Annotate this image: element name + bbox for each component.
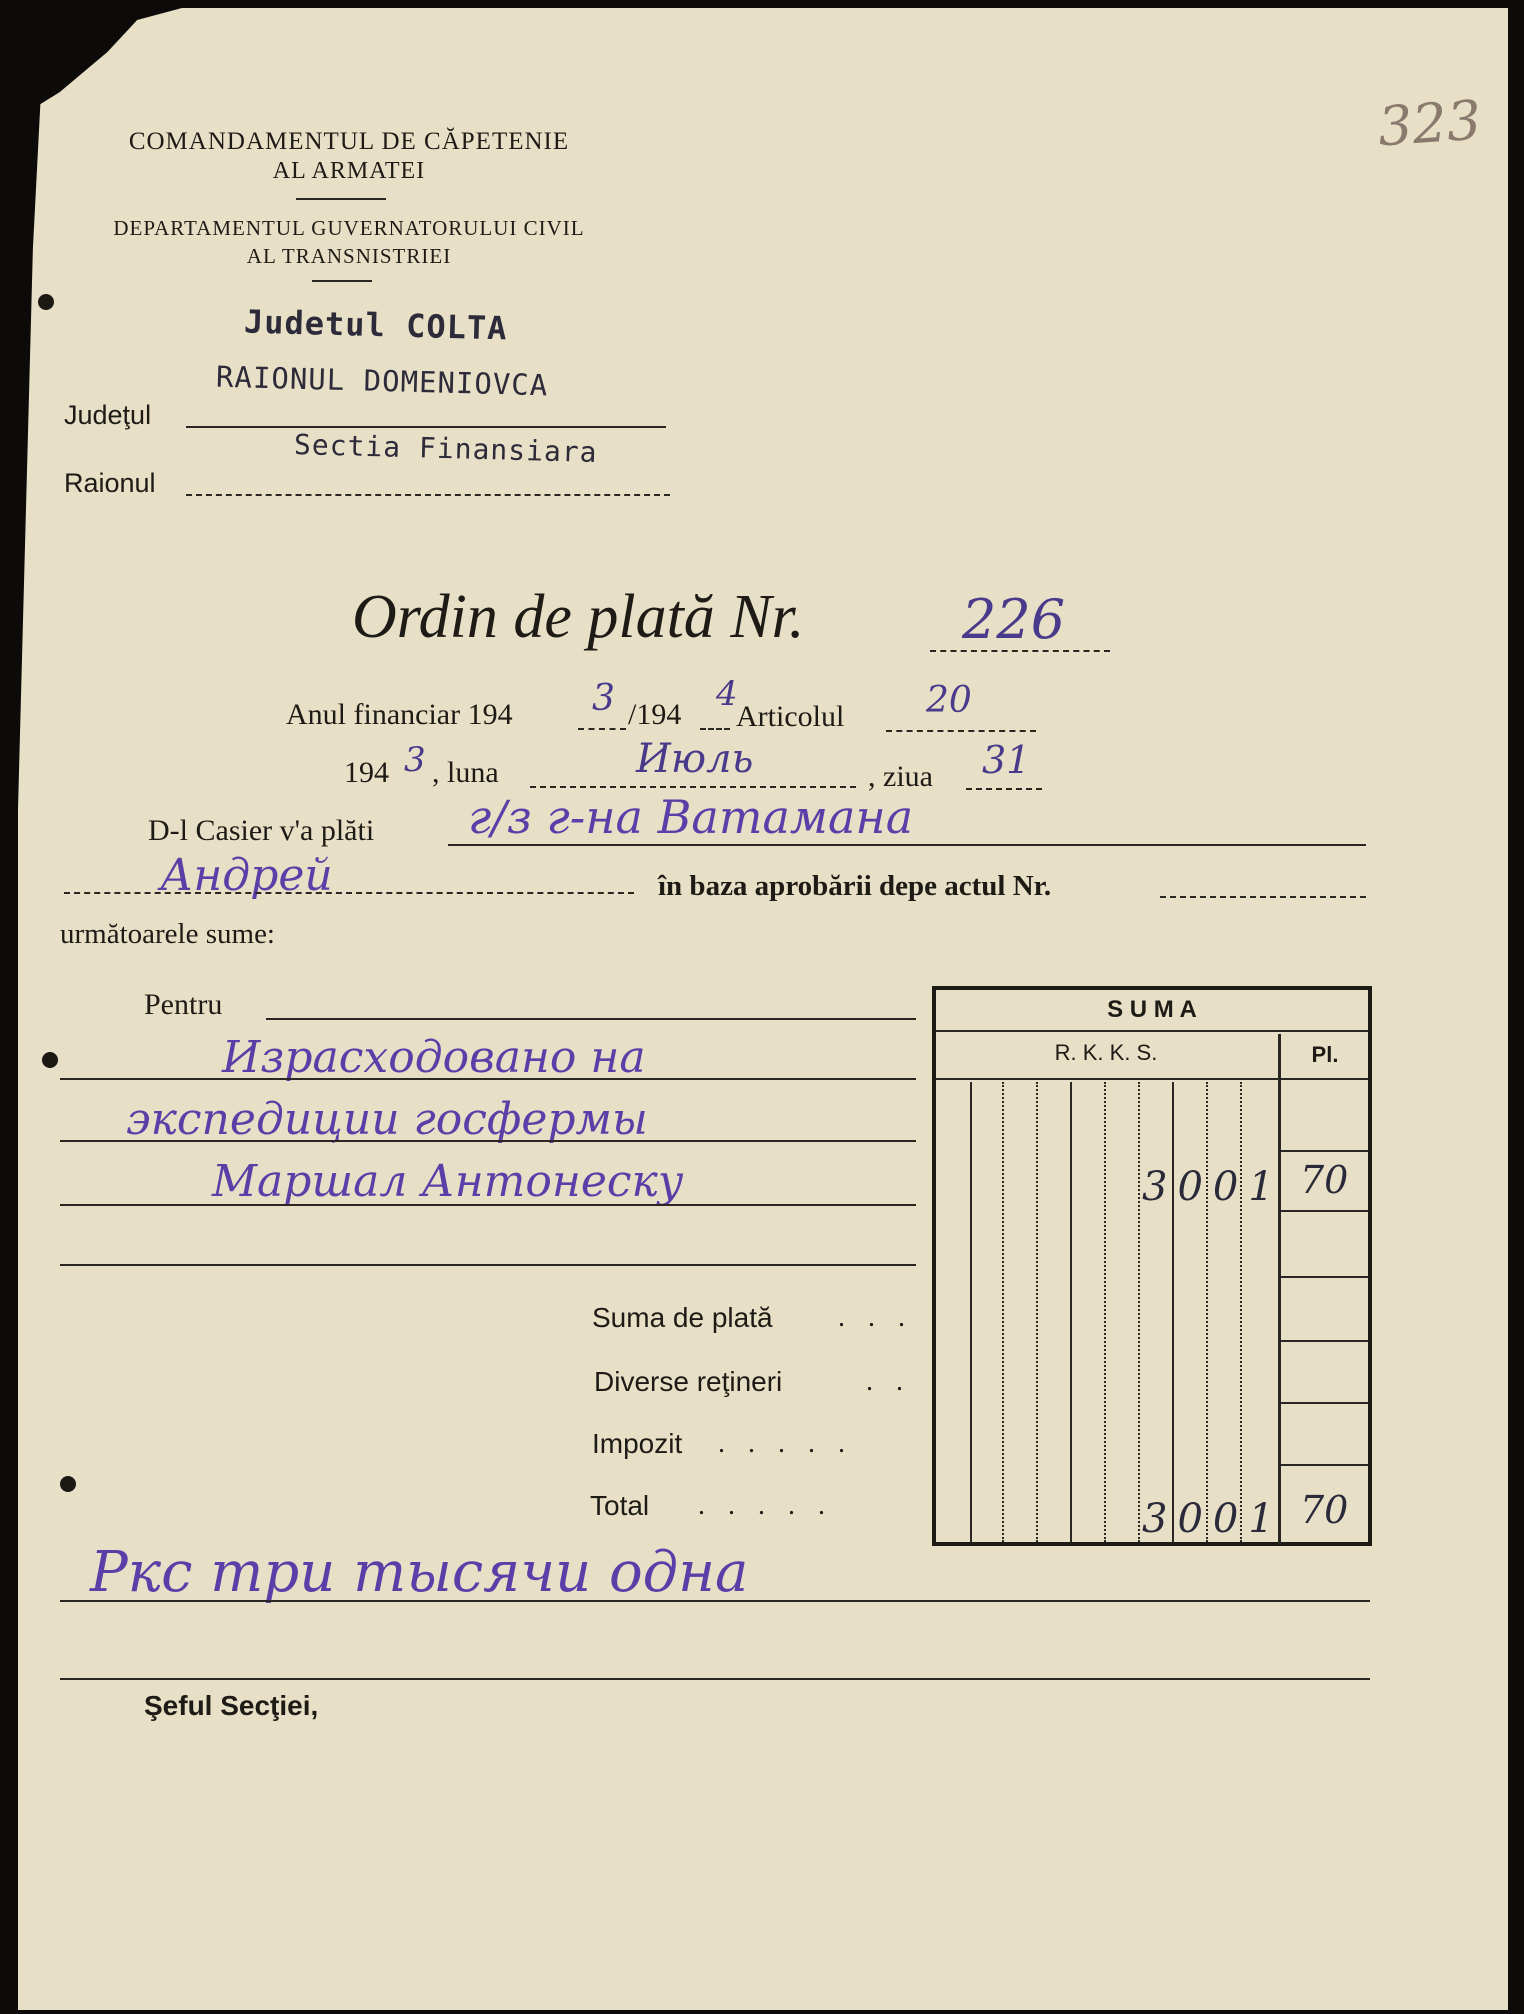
total-rkks: 3001 xyxy=(1142,1496,1284,1542)
payee-line2: Андрей xyxy=(160,850,333,901)
year-start-digit: 3 xyxy=(592,678,615,719)
column-divider xyxy=(970,1082,972,1542)
total-pl: 70 xyxy=(1300,1488,1349,1532)
purpose-line1: Израсходовано на xyxy=(222,1032,646,1083)
stamp-raion: RAIONUL DOMENIOVCA xyxy=(215,359,549,403)
pl-header: Pl. xyxy=(1311,1042,1339,1067)
year-prefix-label: 194 xyxy=(344,756,389,789)
column-divider xyxy=(1002,1082,1004,1542)
purpose-line1-rule xyxy=(60,1078,916,1080)
column-divider xyxy=(1070,1082,1072,1542)
articolul-label: Articolul xyxy=(736,700,845,733)
year-start-line xyxy=(578,728,626,730)
casier-label: D-l Casier v'a plăti xyxy=(148,814,375,847)
column-divider xyxy=(1036,1082,1038,1542)
year-end-digit: 4 xyxy=(716,674,738,714)
column-divider xyxy=(1104,1082,1106,1542)
table-row-line xyxy=(1278,1340,1368,1342)
signature-divider xyxy=(60,1678,1370,1680)
suma-table xyxy=(932,986,1372,1546)
header-line4: AL TRANSNISTRIEI xyxy=(246,244,452,268)
archive-page-number: 323 xyxy=(1375,88,1484,159)
suma-header-divider xyxy=(936,1030,1368,1032)
urmatoarele-label: următoarele sume: xyxy=(60,918,275,950)
payee-line1: г/з г-на Ватамана xyxy=(468,790,914,844)
rkks-header: R. K. K. S. xyxy=(1054,1040,1158,1065)
order-number: 226 xyxy=(962,588,1066,651)
amount-words-line xyxy=(60,1600,1370,1602)
dots: . . . . . xyxy=(698,1490,833,1521)
suma-subheader-divider xyxy=(936,1078,1368,1080)
purpose-line3-rule xyxy=(60,1204,916,1206)
slash-194-label: /194 xyxy=(628,698,682,731)
purpose-line3: Маршал Антонеску xyxy=(212,1156,684,1207)
month-value: Июль xyxy=(636,736,754,782)
day-value: 31 xyxy=(982,738,1031,782)
articol-value: 20 xyxy=(926,680,972,721)
suma-de-plata-label: Suma de plată xyxy=(592,1302,773,1333)
column-divider xyxy=(1240,1082,1242,1542)
header-line3: DEPARTAMENTUL GUVERNATORULUI CIVIL xyxy=(113,216,585,240)
header-line1: COMANDAMENTUL DE CĂPETENIE xyxy=(128,128,570,155)
punch-hole xyxy=(60,1476,76,1492)
seful-sectiei-label: Şeful Secţiei, xyxy=(144,1690,319,1721)
order-number-line xyxy=(930,650,1110,652)
in-baza-label: în baza aprobării depe actul Nr. xyxy=(658,870,1052,902)
payee-line2-rule xyxy=(64,892,634,894)
ziua-label: , ziua xyxy=(868,760,933,793)
amount-words: Ркс три тысячи одна xyxy=(90,1540,749,1605)
header-divider xyxy=(312,280,372,282)
punch-hole xyxy=(42,1052,58,1068)
year-end-line xyxy=(700,728,730,730)
table-row-line xyxy=(1278,1150,1368,1152)
luna-label: , luna xyxy=(432,756,499,789)
header-line2: AL ARMATEI xyxy=(272,158,426,184)
act-number-line xyxy=(1160,896,1366,898)
impozit-label: Impozit xyxy=(592,1428,683,1459)
judetul-line xyxy=(186,426,666,428)
date-year-digit: 3 xyxy=(404,740,426,780)
total-label: Total xyxy=(590,1490,650,1521)
pentru-line xyxy=(266,1018,916,1020)
day-line xyxy=(966,788,1042,790)
table-row-line xyxy=(1278,1276,1368,1278)
document-title: Ordin de plată Nr. xyxy=(352,583,805,651)
amount-rkks: 3001 xyxy=(1142,1164,1284,1210)
diverse-retineri-label: Diverse reţineri xyxy=(594,1366,783,1397)
header-divider xyxy=(296,198,386,200)
stamp-judet: Judetul COLTA xyxy=(243,302,508,348)
pentru-label: Pentru xyxy=(144,988,223,1021)
judetul-label: Judeţul xyxy=(64,400,152,430)
dots: . . . xyxy=(838,1302,913,1333)
month-line xyxy=(530,786,856,788)
purpose-line2-rule xyxy=(60,1140,916,1142)
punch-hole xyxy=(38,294,54,310)
dots: . . xyxy=(866,1366,911,1397)
purpose-line2: экспедиции госфермы xyxy=(126,1094,648,1145)
dots: . . . . . xyxy=(718,1428,853,1459)
table-row-line xyxy=(1278,1210,1368,1212)
articol-line xyxy=(886,730,1036,732)
raionul-line xyxy=(186,494,670,496)
table-row-line xyxy=(1278,1402,1368,1404)
payee-line1-rule xyxy=(448,844,1366,846)
purpose-line4-rule xyxy=(60,1264,916,1266)
amount-pl: 70 xyxy=(1300,1158,1349,1202)
pl-column-divider xyxy=(1278,1034,1281,1544)
stamp-sectia: Sectia Finansiara xyxy=(293,428,598,469)
column-divider xyxy=(1138,1082,1140,1542)
column-divider xyxy=(1172,1082,1174,1542)
suma-header: S U M A xyxy=(1107,996,1197,1023)
raionul-label: Raionul xyxy=(64,468,156,498)
anul-financiar-label: Anul financiar 194 xyxy=(286,698,513,731)
column-divider xyxy=(1206,1082,1208,1542)
table-row-line xyxy=(1278,1464,1368,1466)
